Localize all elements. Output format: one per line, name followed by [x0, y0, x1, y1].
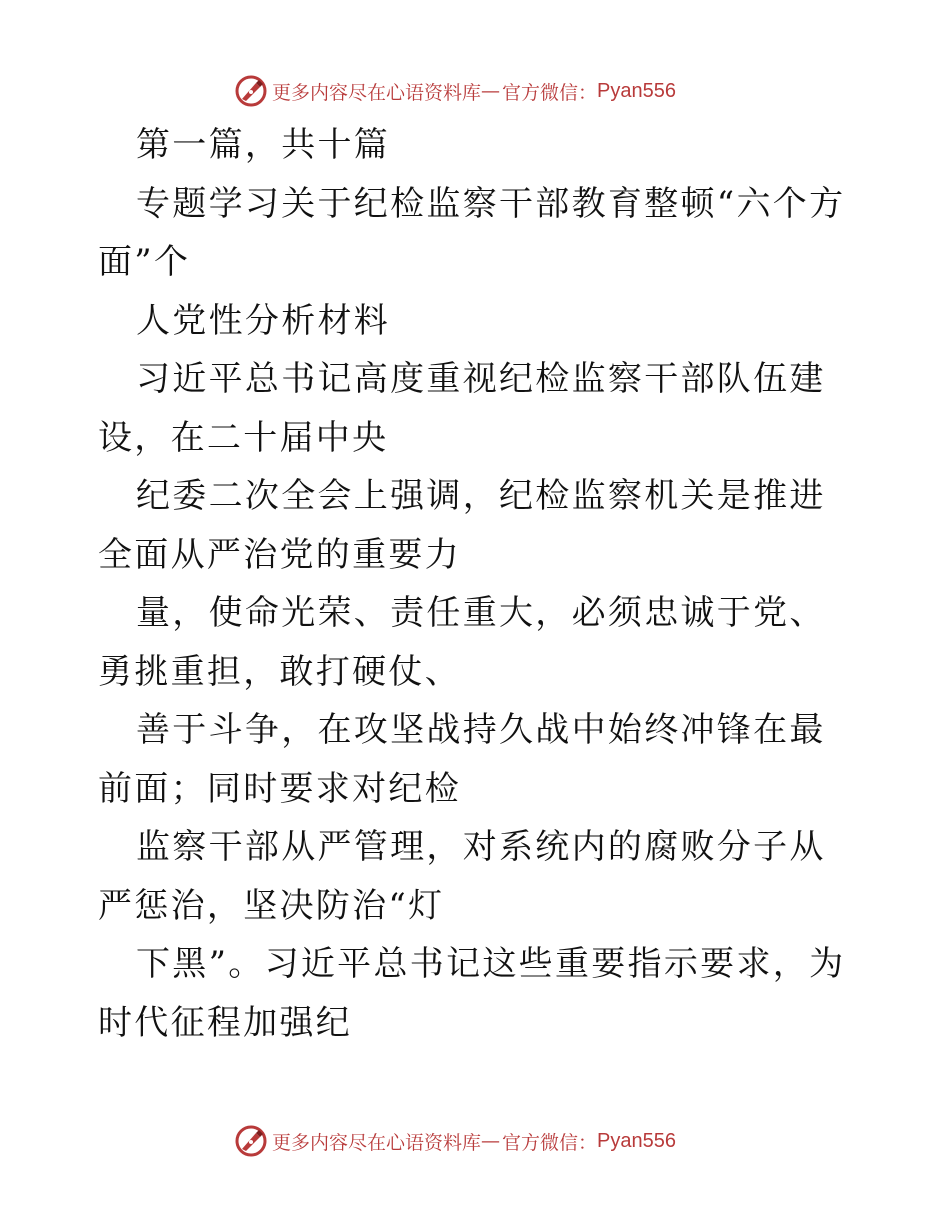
doc-paragraph-3: 人党性分析材料 [136, 300, 391, 341]
watermark-wechat-id: Pyan556 [597, 79, 676, 102]
doc-paragraph-6: 量，使命光荣、责任重大，必须忠诚于党、勇挑重担，敢打硬仗、 [98, 593, 826, 692]
doc-paragraph-2: 专题学习关于纪检监察干部教育整顿“六个方面”个 [98, 183, 846, 282]
doc-paragraph-7: 善于斗争，在攻坚战持久战中始终冲锋在最前面；同时要求对纪检 [98, 710, 826, 809]
watermark-separator: — [481, 1130, 501, 1152]
pen-logo-icon [234, 74, 268, 108]
doc-paragraph-8: 监察干部从严管理，对系统内的腐败分子从严惩治，坚决防治“灯 [98, 827, 826, 926]
watermark-separator: — [481, 80, 501, 102]
doc-paragraph-9: 下黑”。习近平总书记这些重要指示要求，为时代征程加强纪 [98, 944, 846, 1043]
watermark-wechat-label: 官方微信： [502, 1131, 598, 1154]
watermark-wechat-label: 官方微信： [502, 81, 598, 104]
doc-paragraph-5: 纪委二次全会上强调，纪检监察机关是推进全面从严治党的重要力 [98, 476, 826, 575]
watermark-wechat-id: Pyan556 [597, 1129, 676, 1152]
watermark-text: 更多内容尽在心语资料库 [272, 1131, 482, 1154]
doc-paragraph-1: 第一篇，共十篇 [136, 125, 391, 165]
document-body [98, 116, 858, 1052]
doc-paragraph-4: 习近平总书记高度重视纪检监察干部队伍建设，在二十届中央 [98, 359, 826, 458]
watermark-text: 更多内容尽在心语资料库 [272, 81, 482, 104]
footer-watermark [234, 1121, 676, 1161]
pen-logo-icon [234, 1124, 268, 1158]
header-watermark [234, 71, 676, 111]
